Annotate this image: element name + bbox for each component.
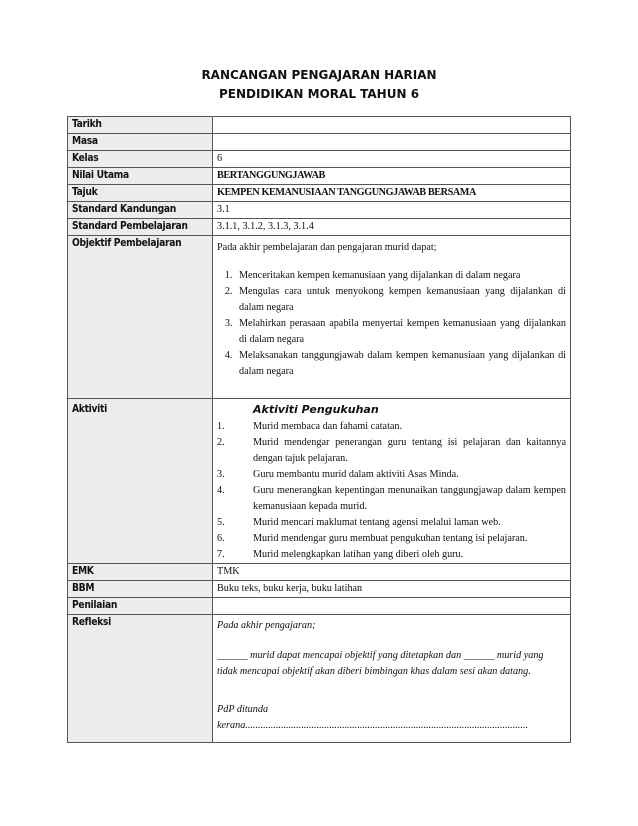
aktiviti-number: 2. xyxy=(217,437,225,448)
value-standard-pembelajaran: 3.1.1, 3.1.2, 3.1.3, 3.1.4 xyxy=(213,219,571,236)
aktiviti-item xyxy=(217,483,566,515)
row-nilai-utama xyxy=(68,168,571,185)
value-bbm: Buku teks, buku kerja, buku latihan xyxy=(213,581,571,598)
label-refleksi: Refleksi xyxy=(68,615,213,743)
label-penilaian: Penilaian xyxy=(68,598,213,615)
label-kelas: Kelas xyxy=(68,151,213,168)
value-tajuk: KEMPEN KEMANUSIAAN TANGGUNGJAWAB BERSAMA xyxy=(213,185,571,202)
value-emk: TMK xyxy=(213,564,571,581)
aktiviti-item xyxy=(217,419,566,435)
aktiviti-item xyxy=(217,435,566,467)
aktiviti-text: Murid membaca dan fahami catatan. xyxy=(253,421,403,432)
aktiviti-item xyxy=(217,531,566,547)
label-nilai-utama: Nilai Utama xyxy=(68,168,213,185)
refleksi-line4: kerana............................................................................................................... xyxy=(217,720,528,731)
aktiviti-number: 3. xyxy=(217,469,225,480)
label-tarikh: Tarikh xyxy=(68,117,213,134)
value-kelas: 6 xyxy=(213,151,571,168)
aktiviti-item xyxy=(217,467,566,483)
aktiviti-item xyxy=(217,515,566,531)
row-tajuk xyxy=(68,185,571,202)
label-objektif: Objektif Pembelajaran xyxy=(68,236,213,399)
aktiviti-number: 7. xyxy=(217,549,225,560)
value-aktiviti xyxy=(213,399,571,564)
aktiviti-text: Guru membantu murid dalam aktiviti Asas Minda. xyxy=(253,469,459,480)
row-masa xyxy=(68,134,571,151)
label-tajuk: Tajuk xyxy=(68,185,213,202)
value-objektif xyxy=(213,236,571,399)
row-emk xyxy=(68,564,571,581)
lesson-plan-table xyxy=(67,116,571,743)
label-masa: Masa xyxy=(68,134,213,151)
objektif-item: 1. Menceritakan kempen kemanusiaan yang dijalankan di dalam negara xyxy=(235,268,566,284)
label-bbm: BBM xyxy=(68,581,213,598)
value-nilai-utama: BERTANGGUNGJAWAB xyxy=(213,168,571,185)
row-aktiviti xyxy=(68,399,571,564)
aktiviti-number: 4. xyxy=(217,485,225,496)
label-aktiviti: Aktiviti xyxy=(68,399,213,564)
value-standard-kandungan: 3.1 xyxy=(213,202,571,219)
aktiviti-number: 5. xyxy=(217,517,225,528)
refleksi-line3: PdP ditunda xyxy=(217,704,269,715)
aktiviti-number: 6. xyxy=(217,533,225,544)
objektif-item: 2. Mengulas cara untuk menyokong kempen kemanusiaan yang dijalankan di dalam negara xyxy=(235,284,566,316)
refleksi-line2: ______ murid dapat mencapai objektif yang ditetapkan dan ______ murid yang tidak mencapai objektif akan diberi bimbingan khas dalam sesi akan datang. xyxy=(217,650,544,677)
aktiviti-heading: Aktiviti Pengukuhan xyxy=(253,403,379,416)
aktiviti-text: Guru menerangkan kepentingan menunaikan tanggungjawap dalam kempen kemanusiaan kepada murid. xyxy=(253,485,566,512)
aktiviti-text: Murid mencari maklumat tentang agensi melalui laman web. xyxy=(253,517,501,528)
objektif-intro: Pada akhir pembelajaran dan pengajaran murid dapat; xyxy=(217,242,437,253)
label-standard-pembelajaran: Standard Pembelajaran xyxy=(68,219,213,236)
row-bbm xyxy=(68,581,571,598)
value-tarikh[interactable] xyxy=(213,117,571,134)
row-kelas xyxy=(68,151,571,168)
aktiviti-text: Murid mendengar penerangan guru tentang isi pelajaran dan kaitannya dengan tajuk pelajaran. xyxy=(253,437,566,464)
row-penilaian xyxy=(68,598,571,615)
value-refleksi xyxy=(213,615,571,743)
row-standard-pembelajaran xyxy=(68,219,571,236)
row-refleksi xyxy=(68,615,571,743)
label-standard-kandungan: Standard Kandungan xyxy=(68,202,213,219)
objektif-item: 4. Melaksanakan tanggungjawab dalam kempen kemanusiaan yang dijalankan di dalam negara xyxy=(235,348,566,380)
row-objektif xyxy=(68,236,571,399)
refleksi-line1: Pada akhir pengajaran; xyxy=(217,620,316,631)
value-masa[interactable] xyxy=(213,134,571,151)
document-title: RANCANGAN PENGAJARAN HARIAN xyxy=(201,68,437,82)
aktiviti-text: Murid melengkapkan latihan yang diberi oleh guru. xyxy=(253,549,464,560)
objektif-item: 3. Melahirkan perasaan apabila menyertai kempen kemanusiaan yang dijalankan di dalam negara xyxy=(235,316,566,348)
label-emk: EMK xyxy=(68,564,213,581)
aktiviti-item xyxy=(217,547,566,563)
aktiviti-list xyxy=(217,419,566,563)
aktiviti-number: 1. xyxy=(217,421,225,432)
document-subtitle: PENDIDIKAN MORAL TAHUN 6 xyxy=(218,87,420,101)
aktiviti-text: Murid mendengar guru membuat pengukuhan tentang isi pelajaran. xyxy=(253,533,528,544)
row-tarikh xyxy=(68,117,571,134)
objektif-list xyxy=(217,268,566,380)
value-penilaian[interactable] xyxy=(213,598,571,615)
row-standard-kandungan xyxy=(68,202,571,219)
